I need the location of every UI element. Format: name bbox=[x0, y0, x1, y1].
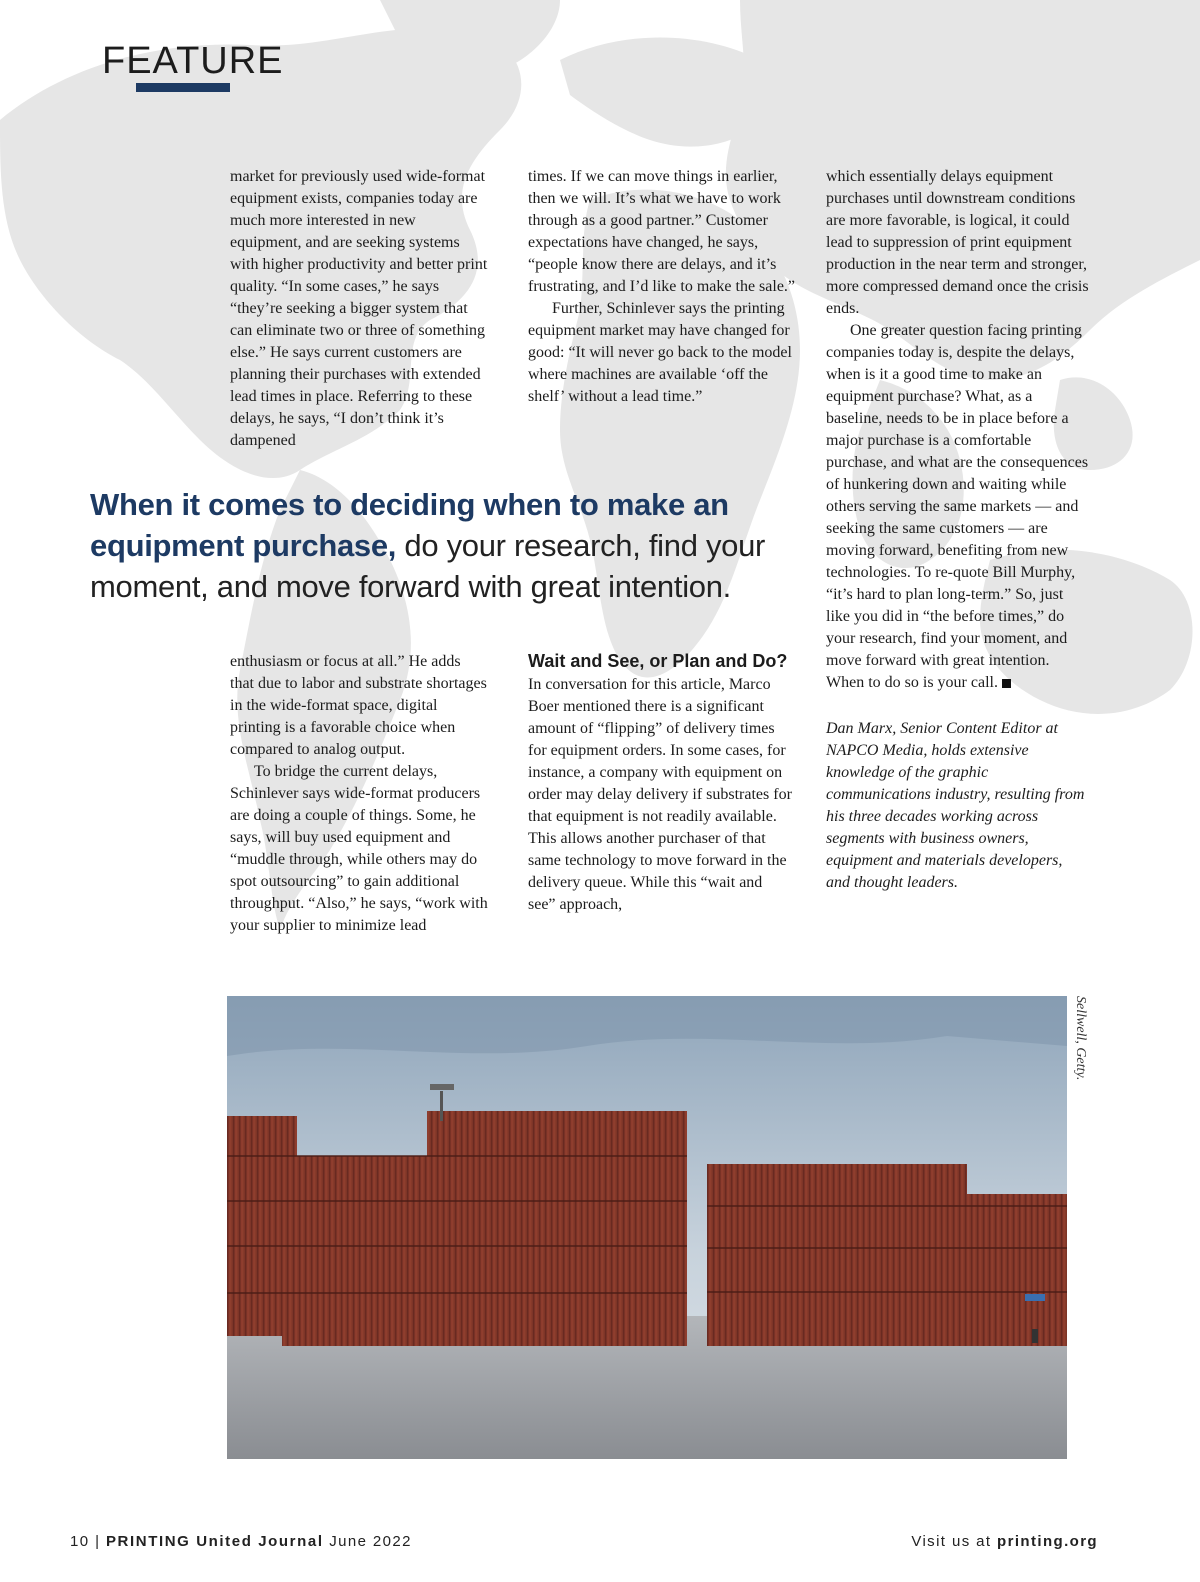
section-subheading: Wait and See, or Plan and Do? bbox=[528, 651, 788, 671]
body-paragraph bbox=[826, 320, 1090, 694]
pull-quote-emphasis: When it comes to deciding when to make an equipment purchase, bbox=[90, 487, 729, 563]
pull-quote bbox=[90, 484, 780, 607]
footer-folio bbox=[70, 1533, 412, 1550]
bottom-column-2 bbox=[528, 651, 792, 916]
body-paragraph: times. If we can move things in earlier, then we will. It’s what we have to work through as a good partner.” Customer expectations have changed, he says, “people know there are delays, and it’s frustrating, and I’d like to make the sale.” bbox=[528, 168, 796, 295]
website-link[interactable]: printing.org bbox=[997, 1533, 1098, 1550]
section-label-rule bbox=[136, 83, 230, 92]
body-paragraph: In conversation for this article, Marco Boer mentioned there is a significant amount of “flipping” of delivery times for equipment orders. In some cases, for instance, a company with equipment on order may delay delivery if substrates for that equipment is not readily available. This allows another purchaser of that same technology to move forward in the delivery queue. While this “wait and see” approach, bbox=[528, 676, 792, 913]
right-column bbox=[826, 166, 1090, 894]
bottom-column-1 bbox=[230, 651, 488, 937]
body-paragraph: To bridge the current delays, Schinlever says wide-format producers are doing a couple of things. Some, he says, will buy used equipment and “muddle through, while others may do spot outsourcing” to gain additional throughput. “Also,” he says, “work with your supplier to minimize lead bbox=[230, 763, 488, 934]
top-column-2 bbox=[528, 166, 800, 408]
photo-credit: Sellwell, Getty. bbox=[1073, 996, 1088, 1081]
body-paragraph: which essentially delays equipment purchases until downstream conditions are more favorable, is logical, it could lead to suppression of print equipment production in the near term and stronger, more compressed demand once the crisis ends. bbox=[826, 168, 1089, 317]
body-paragraph: enthusiasm or focus at all.” He adds that due to labor and substrate shortages in the wide-format space, digital printing is a favorable choice when compared to analog output. bbox=[230, 653, 487, 758]
body-paragraph: Further, Schinlever says the printing equipment market may have changed for good: “It will never go back to the model where machines are available ‘off the shelf’ without a lead time.” bbox=[528, 300, 792, 405]
body-paragraph: market for previously used wide-format equipment exists, companies today are much more interested in new equipment, and are seeking systems with higher productivity and better print quality. “In some cases,” he says “they’re seeking a bigger system that can eliminate two or three of something else.” He says current customers are planning their purchases with extended lead times in place. Referring to these delays, he says, “I don’t think it’s dampened bbox=[230, 168, 488, 449]
shipping-containers-photo bbox=[227, 996, 1067, 1459]
pull-quote-text: do your research, find your moment, and move forward with great intention. bbox=[90, 528, 766, 604]
publication-name: PRINTING United Journal bbox=[105, 1533, 324, 1550]
section-label: FEATURE bbox=[102, 40, 284, 82]
issue-date: June 2022 bbox=[329, 1533, 412, 1550]
body-paragraph-text: One greater question facing printing companies today is, despite the delays, when is it a good time to make an equipment purchase? What, as a baseline, needs to be in place before a major purchase is a comfortable purchase, and what are the consequences of hunkering down and waiting while others serving the same markets — and seeking the same customers — are moving forward, benefiting from new technologies. To re-quote Bill Murphy, “it’s hard to plan long-term.” So, just like you did in “the before times,” do your research, find your moment, and move forward with great intention. When to do so is your call. bbox=[826, 322, 1089, 691]
end-of-article-mark bbox=[1002, 679, 1011, 688]
author-bio: Dan Marx, Senior Content Editor at NAPCO Media, holds extensive knowledge of the graphic communications industry, resulting from his three decades working across segments with business owners, equipment and materials developers, and thought leaders. bbox=[826, 720, 1085, 891]
visit-prefix: Visit us at bbox=[911, 1533, 992, 1550]
footer-separator: | bbox=[95, 1533, 101, 1550]
page-number: 10 bbox=[70, 1533, 90, 1550]
top-column-1 bbox=[230, 166, 488, 452]
footer-website bbox=[911, 1533, 1098, 1550]
